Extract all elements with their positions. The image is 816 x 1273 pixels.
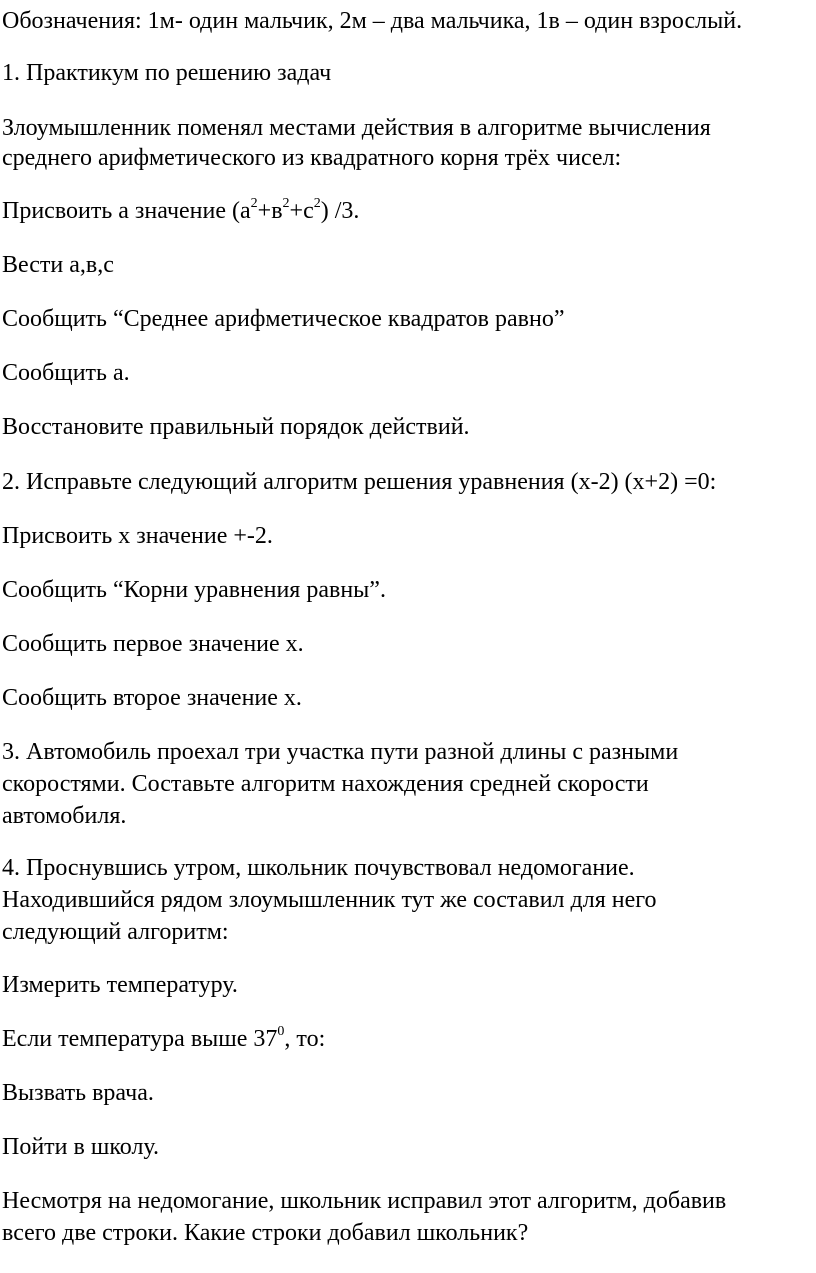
- task4-question-line2: всего две строки. Какие строки добавил школьник?: [2, 1220, 529, 1246]
- task1-step1-prefix: Присвоить а значение (а: [2, 198, 251, 224]
- section-title: 1. Практикум по решению задач: [2, 60, 332, 86]
- task1-step1-sup2: 2: [282, 196, 290, 211]
- task1-step2: Вести а,в,с: [2, 252, 114, 278]
- task4-step3: Вызвать врача.: [2, 1080, 154, 1106]
- task4-step2-prefix: Если температура выше 37: [2, 1026, 278, 1052]
- task4-line3: следующий алгоритм:: [2, 919, 229, 945]
- task4-step2: [2, 1024, 325, 1054]
- task1-step4: Сообщить а.: [2, 360, 130, 386]
- task1-step1: [2, 196, 359, 226]
- task1-step3: Сообщить “Среднее арифметическое квадратов равно”: [2, 306, 565, 332]
- task1-question: Восстановите правильный порядок действий.: [2, 414, 470, 440]
- task1-step1-sup3: 2: [313, 196, 321, 211]
- task1-step1-mid2: +с: [289, 198, 314, 224]
- task2-step2: Сообщить “Корни уравнения равны”.: [2, 577, 386, 603]
- task2-title: 2. Исправьте следующий алгоритм решения уравнения (х-2) (х+2) =0:: [2, 469, 717, 495]
- task3-line3: автомобиля.: [2, 803, 127, 829]
- task3-line2: скоростями. Составьте алгоритм нахождения средней скорости: [2, 771, 649, 797]
- task4-step2-suffix: , то:: [284, 1026, 326, 1052]
- task2-step1: Присвоить х значение +-2.: [2, 523, 273, 549]
- task4-step2-sup: 0: [277, 1024, 285, 1039]
- task1-intro-line1: Злоумышленник поменял местами действия в алгоритме вычисления: [2, 115, 711, 141]
- task4-line1: 4. Проснувшись утром, школьник почувствовал недомогание.: [2, 855, 635, 881]
- task2-step3: Сообщить первое значение х.: [2, 631, 304, 657]
- legend-text: Обозначения: 1м- один мальчик, 2м – два мальчика, 1в – один взрослый.: [2, 8, 743, 34]
- task2-step4: Сообщить второе значение х.: [2, 685, 302, 711]
- task1-step1-mid1: +в: [257, 198, 283, 224]
- task1-step1-suffix: ) /3.: [320, 198, 360, 224]
- task4-step4: Пойти в школу.: [2, 1134, 160, 1160]
- task4-step1: Измерить температуру.: [2, 972, 238, 998]
- task4-line2: Находившийся рядом злоумышленник тут же составил для него: [2, 887, 657, 913]
- task1-step1-sup1: 2: [250, 196, 258, 211]
- task4-question-line1: Несмотря на недомогание, школьник исправил этот алгоритм, добавив: [2, 1188, 727, 1214]
- task3-line1: 3. Автомобиль проехал три участка пути разной длины с разными: [2, 739, 679, 765]
- task1-intro-line2: среднего арифметического из квадратного корня трёх чисел:: [2, 145, 622, 171]
